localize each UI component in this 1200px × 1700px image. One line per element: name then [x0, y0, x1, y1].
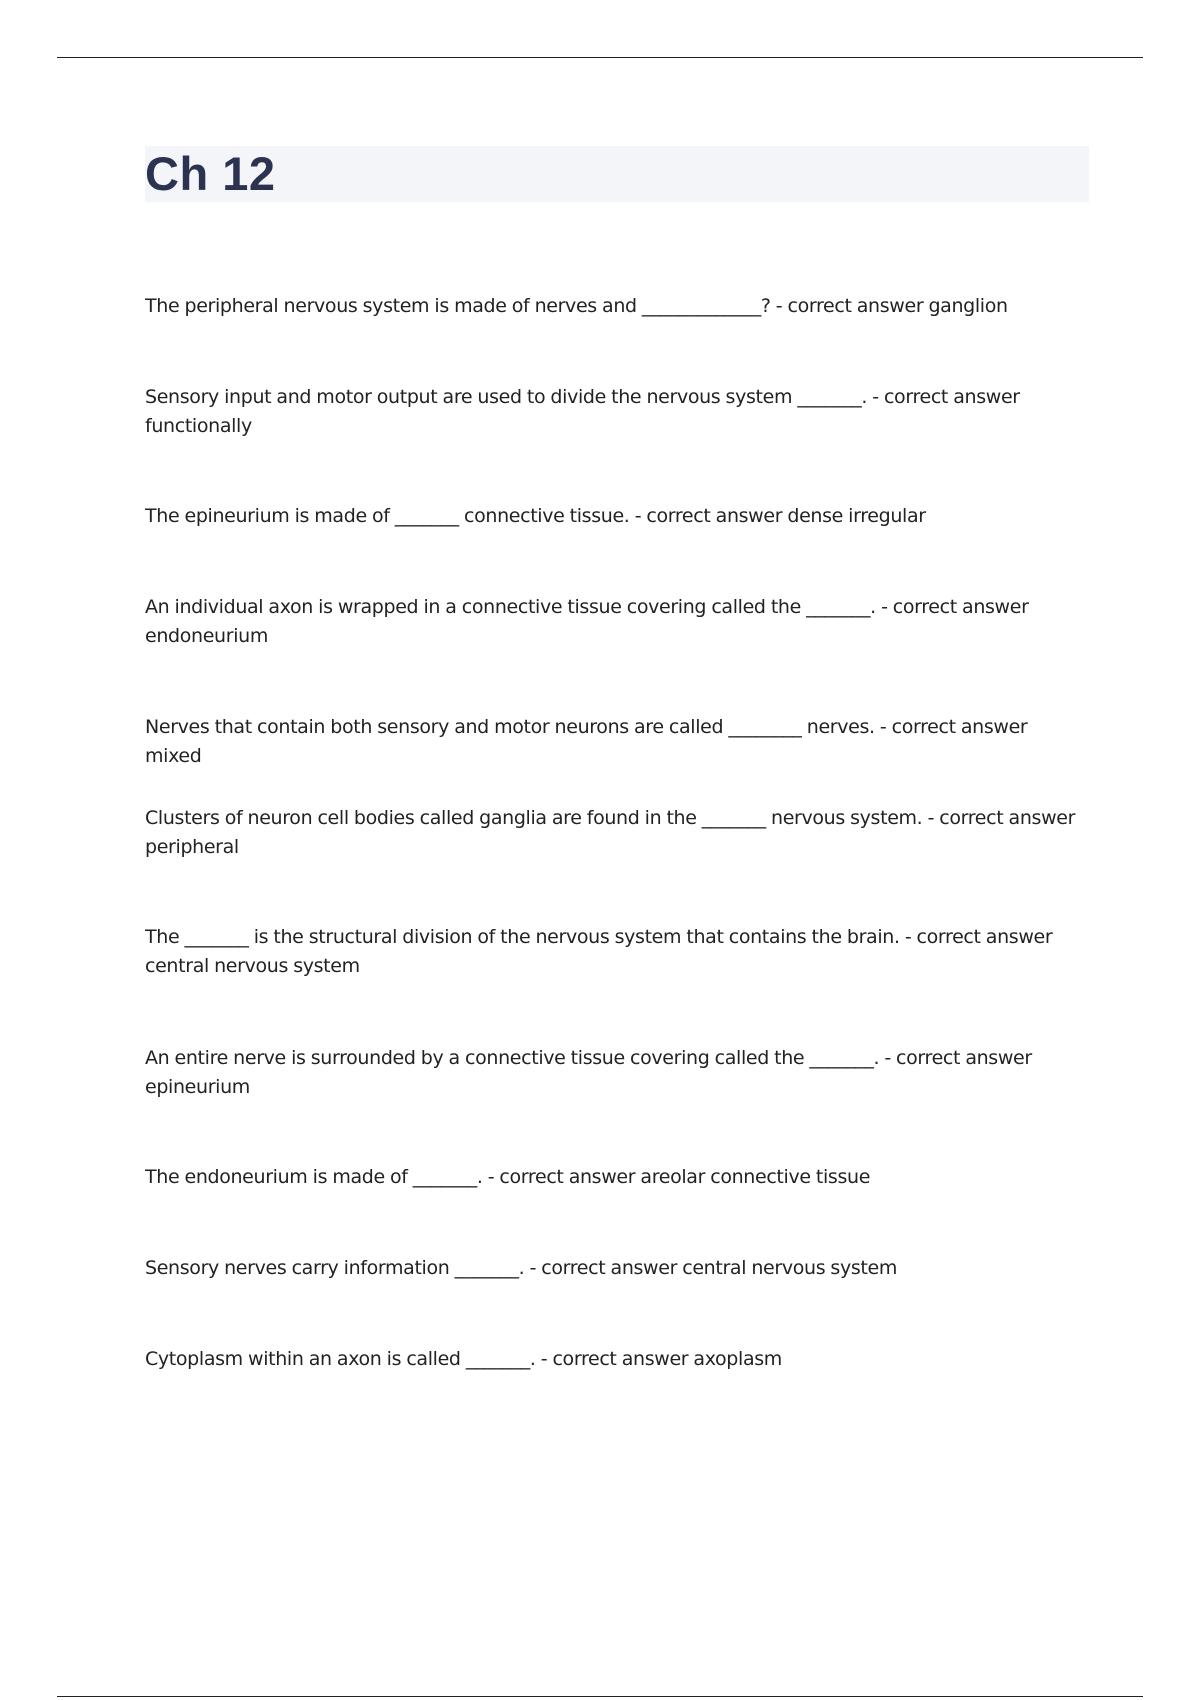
qa-item: Cytoplasm within an axon is called _______. - correct answer axoplasm: [145, 1348, 782, 1370]
qa-item: An entire nerve is surrounded by a connective tissue covering called the _______. - correct answer epineurium: [145, 1047, 1032, 1098]
qa-item: Sensory input and motor output are used to divide the nervous system _______. - correct answer functionally: [145, 386, 1020, 437]
page-title: Ch 12: [145, 147, 276, 200]
bottom-rule: [57, 1696, 1143, 1697]
top-rule: [57, 57, 1143, 58]
qa-item: The epineurium is made of _______ connective tissue. - correct answer dense irregular: [145, 505, 926, 527]
qa-item: An individual axon is wrapped in a connective tissue covering called the _______. - correct answer endoneurium: [145, 596, 1029, 647]
qa-item: Clusters of neuron cell bodies called ganglia are found in the _______ nervous system. - correct answer peripheral: [145, 807, 1076, 858]
qa-item: Sensory nerves carry information _______. - correct answer central nervous system: [145, 1257, 898, 1279]
qa-item: The _______ is the structural division of the nervous system that contains the brain. - correct answer central nervous system: [145, 926, 1053, 977]
qa-item: The endoneurium is made of _______. - correct answer areolar connective tissue: [145, 1166, 871, 1188]
qa-item: Nerves that contain both sensory and motor neurons are called ________ nerves. - correct answer mixed: [145, 716, 1028, 767]
title-band: [145, 146, 1089, 202]
qa-item: The peripheral nervous system is made of nerves and _____________? - correct answer ganglion: [145, 295, 1008, 317]
